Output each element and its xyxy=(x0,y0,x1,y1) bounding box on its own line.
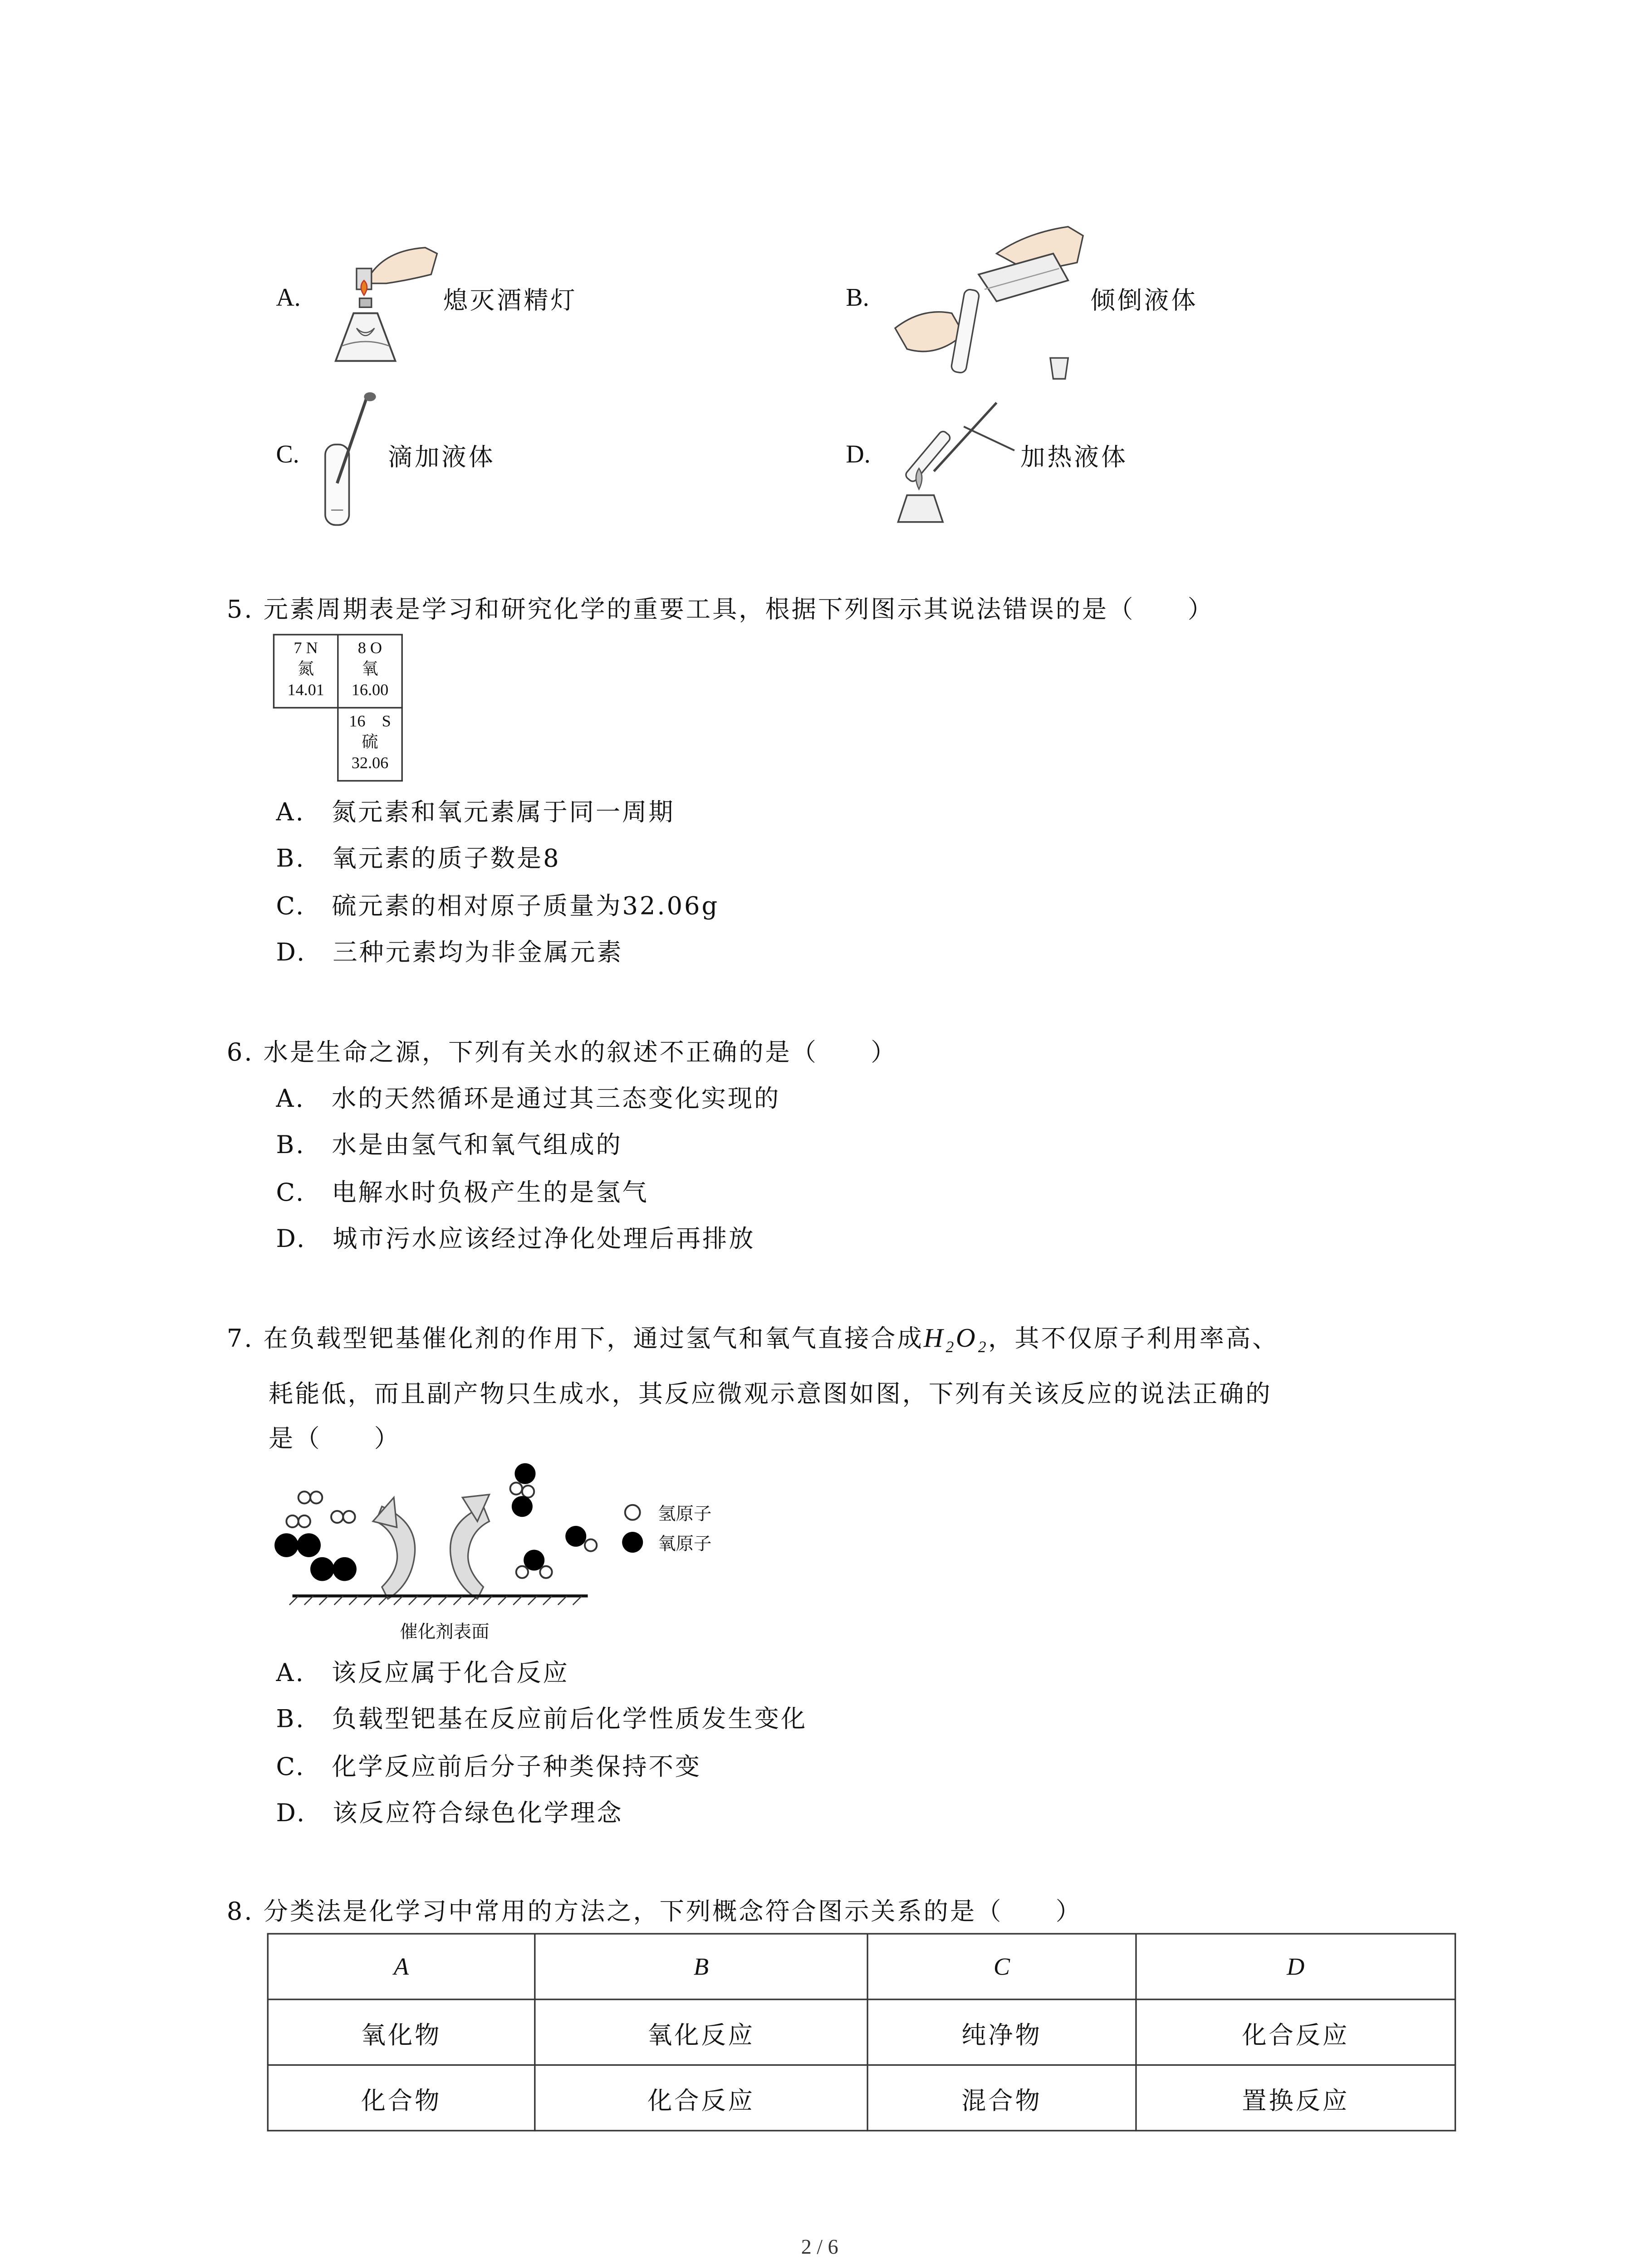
legend-oxygen-label: 氧原子 xyxy=(658,1533,712,1554)
element-mass: 14.01 xyxy=(287,681,324,700)
q5-option-d: D. 三种元素均为非金属元素 xyxy=(276,938,623,967)
q4-option-b-letter: B. xyxy=(846,283,869,312)
table-cell: 化合反应 xyxy=(1136,1999,1455,2065)
q7-stem-line-3: 是（ ） xyxy=(268,1424,401,1453)
q8-stem: 8. 分类法是化学习中常用的方法之，下列概念符合图示关系的是（ ） xyxy=(226,1897,1082,1926)
q6-option-a: A. 水的天然循环是通过其三态变化实现的 xyxy=(276,1084,781,1113)
table-header-cell: A xyxy=(268,1934,535,1999)
table-row xyxy=(268,2065,1455,2131)
q4-option-d-letter: D. xyxy=(846,440,871,469)
element-cell-oxygen xyxy=(338,635,402,708)
q7-stem-suffix: ，其不仅原子利用率高、 xyxy=(988,1324,1279,1353)
table-cell: 化合反应 xyxy=(535,2065,867,2131)
q7-option-c: C. 化学反应前后分子种类保持不变 xyxy=(276,1752,702,1781)
q4-option-b-caption: 倾倒液体 xyxy=(1090,286,1198,315)
element-number-symbol: 7 N xyxy=(294,640,318,658)
q5-option-a: A. 氮元素和氧元素属于同一周期 xyxy=(276,798,675,826)
q7-stem-line-1 xyxy=(227,1319,1279,1354)
element-cell-sulfur xyxy=(338,708,402,781)
table-cell: 混合物 xyxy=(867,2065,1136,2131)
empty-cell xyxy=(274,708,338,781)
table-cell: 化合物 xyxy=(268,2065,535,2131)
q5-stem: 5. 元素周期表是学习和研究化学的重要工具，根据下列图示其说法错误的是（ ） xyxy=(226,595,1214,624)
q7-stem-prefix: 7. 在负载型钯基催化剂的作用下，通过氢气和氧气直接合成 xyxy=(226,1324,924,1353)
page-number: 2 / 6 xyxy=(801,2237,838,2260)
element-number-symbol: 16 S xyxy=(349,713,391,731)
q7-stem-line-2: 耗能低，而且副产物只生成水，其反应微观示意图如图，下列有关该反应的说法正确的 xyxy=(268,1379,1272,1408)
element-name: 氧 xyxy=(362,660,378,679)
q6-option-b: B. 水是由氢气和氧气组成的 xyxy=(276,1130,622,1159)
q4-option-a-letter: A. xyxy=(276,283,301,312)
element-name: 硫 xyxy=(362,733,378,752)
periodic-table-snippet xyxy=(273,634,403,782)
table-cell: 置换反应 xyxy=(1136,2065,1455,2131)
q7-option-d: D. 该反应符合绿色化学理念 xyxy=(276,1799,623,1828)
q4-option-a-caption: 熄灭酒精灯 xyxy=(443,286,578,315)
table-cell: 氧化物 xyxy=(268,1999,535,2065)
element-name: 氮 xyxy=(297,660,314,679)
element-number-symbol: 8 O xyxy=(358,640,382,658)
q4-option-c-caption: 滴加液体 xyxy=(387,443,495,472)
table-cell: 氧化反应 xyxy=(535,1999,867,2065)
q4-option-c-letter: C. xyxy=(276,440,299,469)
q5-option-b: B. 氧元素的质子数是8 xyxy=(276,844,561,873)
q6-option-d: D. 城市污水应该经过净化处理后再排放 xyxy=(276,1224,755,1253)
drop-liquid-illustration xyxy=(316,391,379,528)
heat-liquid-illustration xyxy=(889,397,1020,525)
table-header-cell: B xyxy=(535,1934,867,1999)
q4-option-d-caption: 加热液体 xyxy=(1020,443,1128,472)
q7-option-b: B. 负载型钯基在反应前后化学性质发生变化 xyxy=(276,1705,808,1733)
q6-stem: 6. 水是生命之源，下列有关水的叙述不正确的是（ ） xyxy=(226,1038,897,1067)
q6-option-c: C. 电解水时负极产生的是氢气 xyxy=(276,1178,649,1207)
q8-table xyxy=(267,1933,1456,2131)
table-header-cell: D xyxy=(1136,1934,1455,1999)
table-cell: 纯净物 xyxy=(867,1999,1136,2065)
element-mass: 16.00 xyxy=(351,681,389,700)
pour-liquid-illustration xyxy=(892,224,1089,391)
element-cell-nitrogen xyxy=(274,635,338,708)
q7-formula: H₂O₂ xyxy=(923,1323,989,1353)
table-header-cell: C xyxy=(867,1934,1136,1999)
q5-option-c: C. 硫元素的相对原子质量为32.06g xyxy=(276,892,720,920)
q7-option-a: A. 该反应属于化合反应 xyxy=(276,1658,569,1687)
legend-hydrogen-label: 氢原子 xyxy=(658,1503,712,1525)
catalyst-surface-label: 催化剂表面 xyxy=(400,1621,490,1642)
table-header-row xyxy=(268,1934,1455,1999)
element-mass: 32.06 xyxy=(351,754,389,773)
table-row xyxy=(268,1999,1455,2065)
extinguish-lamp-illustration xyxy=(321,239,440,376)
